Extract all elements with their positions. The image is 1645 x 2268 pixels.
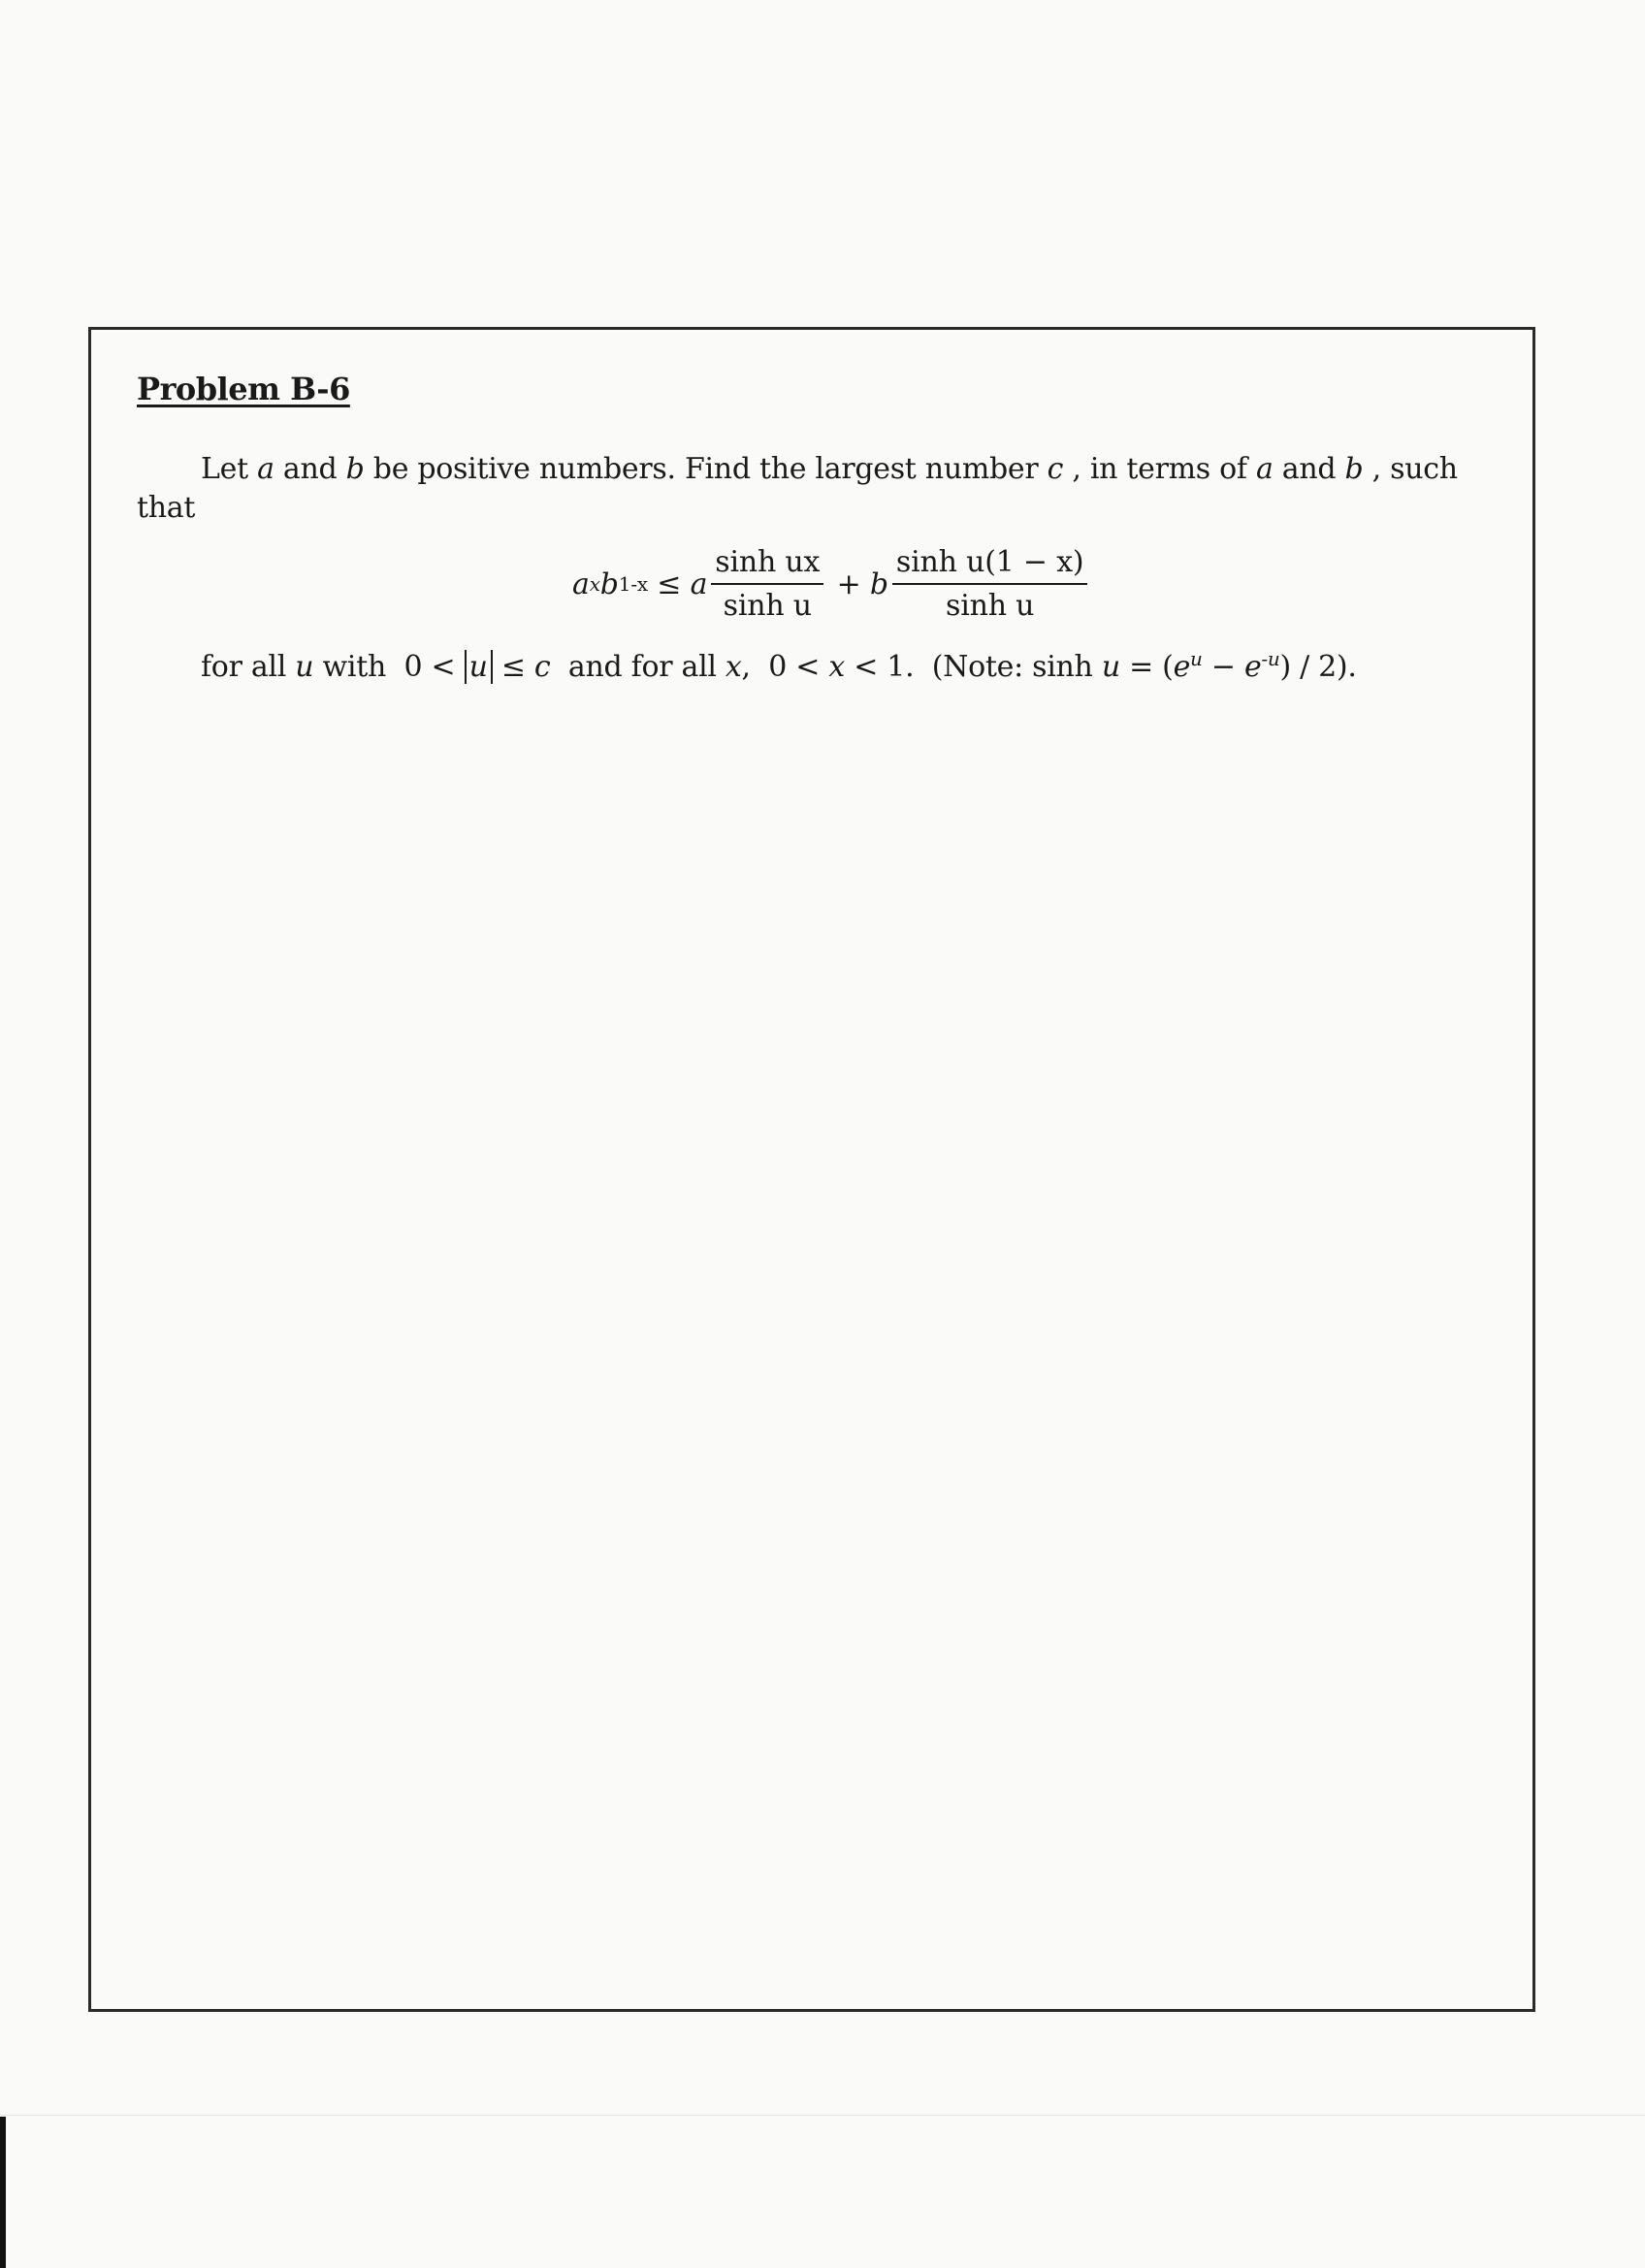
scan-edge-shadow bbox=[0, 2117, 6, 2268]
fraction-2-numerator: sinh u(1 − x) bbox=[892, 545, 1088, 585]
variable-a: a bbox=[257, 452, 274, 486]
variable-a: a bbox=[1255, 452, 1274, 486]
text-run: and for all bbox=[550, 650, 726, 684]
problem-condition bbox=[201, 647, 1357, 684]
fraction-1-denominator: sinh u bbox=[723, 589, 812, 623]
problem-title: Problem B-6 bbox=[137, 371, 350, 407]
page-edge bbox=[0, 2115, 1645, 2116]
fraction-1 bbox=[711, 545, 823, 623]
variable-x: x bbox=[725, 650, 742, 684]
formula-plus: + bbox=[827, 567, 870, 601]
text-run: ≤ bbox=[492, 650, 534, 684]
exponent-u: u bbox=[1190, 647, 1203, 670]
text-run: = ( bbox=[1119, 650, 1174, 684]
text-run: and bbox=[274, 452, 346, 486]
text-run: , in terms of bbox=[1063, 452, 1256, 486]
variable-x: x bbox=[828, 650, 845, 684]
formula-leq: ≤ bbox=[647, 567, 691, 601]
formula-exponent-1-minus-x: 1-x bbox=[618, 572, 648, 596]
formula-exponent-x: x bbox=[589, 572, 600, 596]
fraction-2-denominator: sinh u bbox=[946, 589, 1035, 623]
problem-statement bbox=[137, 450, 1475, 528]
absolute-value bbox=[465, 650, 493, 684]
formula-coef-b: b bbox=[869, 567, 888, 601]
text-run: with 0 < bbox=[313, 650, 465, 684]
text-run: ) / 2). bbox=[1279, 650, 1357, 684]
text-run: − bbox=[1202, 650, 1244, 684]
variable-e: e bbox=[1173, 650, 1191, 684]
text-run: be positive numbers. Find the largest number bbox=[364, 452, 1048, 486]
variable-u: u bbox=[295, 650, 314, 684]
text-run: < 1. (Note: sinh bbox=[844, 650, 1102, 684]
text-run: , 0 < bbox=[741, 650, 829, 684]
text-run: , such that bbox=[137, 452, 1458, 525]
formula-base-b: b bbox=[599, 567, 619, 601]
variable-u: u bbox=[1101, 650, 1120, 684]
text-run: and bbox=[1273, 452, 1345, 486]
formula-coef-a: a bbox=[690, 567, 708, 601]
text-run: Let bbox=[201, 452, 258, 486]
formula-base-a: a bbox=[572, 567, 590, 601]
text-run: for all bbox=[201, 650, 296, 684]
variable-c: c bbox=[1047, 452, 1064, 486]
variable-u: u bbox=[468, 650, 488, 684]
exponent-minus-u: -u bbox=[1261, 647, 1280, 670]
inequality-formula bbox=[572, 535, 1091, 632]
variable-b: b bbox=[345, 452, 365, 486]
variable-e: e bbox=[1243, 650, 1262, 684]
variable-b: b bbox=[1344, 452, 1364, 486]
fraction-2 bbox=[892, 545, 1088, 623]
variable-c: c bbox=[533, 650, 551, 684]
fraction-1-numerator: sinh ux bbox=[711, 545, 823, 585]
